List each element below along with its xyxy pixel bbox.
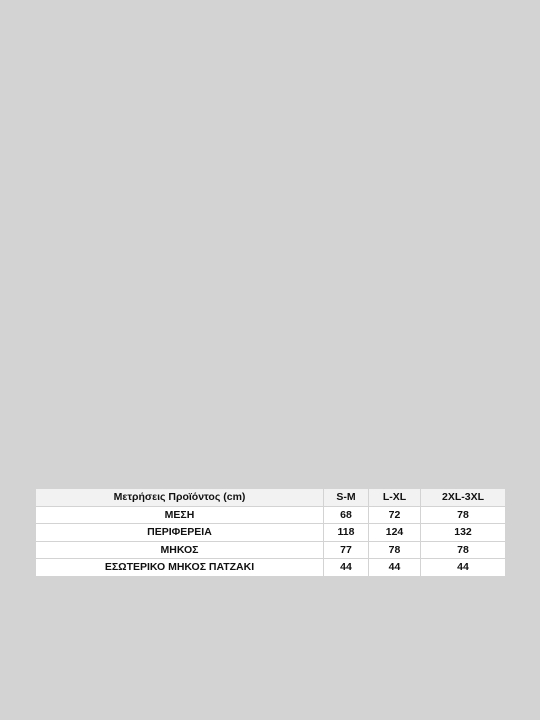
row-label-length: ΜΗΚΟΣ [36,541,324,559]
cell-value: 68 [324,506,369,524]
row-label-inner-leg-length: ΕΣΩΤΕΡΙΚΟ ΜΗΚΟΣ ΠΑΤΖΑΚΙ [36,559,324,577]
cell-value: 78 [421,541,506,559]
header-size-2xl-3xl: 2XL-3XL [421,489,506,507]
table-row [36,559,506,577]
cell-value: 78 [369,541,421,559]
header-size-s-m: S-M [324,489,369,507]
cell-value: 118 [324,524,369,542]
cell-value: 77 [324,541,369,559]
size-chart-table [35,488,506,577]
cell-value: 44 [421,559,506,577]
header-measurements-label: Μετρήσεις Προϊόντος (cm) [36,489,324,507]
cell-value: 132 [421,524,506,542]
table-row [36,506,506,524]
table-row [36,541,506,559]
row-label-waist: ΜΕΣΗ [36,506,324,524]
table-header-row [36,489,506,507]
table-row [36,524,506,542]
cell-value: 78 [421,506,506,524]
header-size-l-xl: L-XL [369,489,421,507]
cell-value: 44 [324,559,369,577]
cell-value: 124 [369,524,421,542]
cell-value: 44 [369,559,421,577]
cell-value: 72 [369,506,421,524]
row-label-circumference: ΠΕΡΙΦΕΡΕΙΑ [36,524,324,542]
